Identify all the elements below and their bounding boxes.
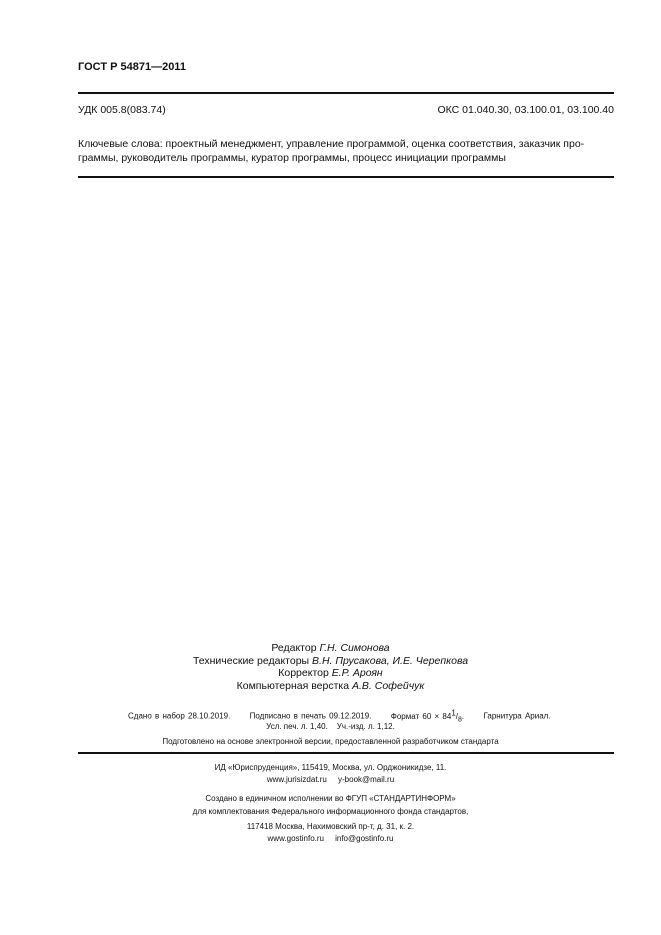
standard-number: ГОСТ Р 54871—2011 bbox=[78, 61, 186, 73]
credit-tech-editors bbox=[0, 655, 661, 667]
divider bbox=[78, 752, 614, 754]
credit-editor bbox=[0, 642, 661, 654]
sheets-line bbox=[0, 722, 661, 731]
credit-role: Технические редакторы bbox=[192, 655, 310, 667]
edition-sheets: Уч.-изд. л. 1,12. bbox=[336, 722, 395, 731]
oks-code: ОКС 01.040.30, 03.100.01, 03.100.40 bbox=[437, 104, 614, 116]
prepared-note: Подготовлено на основе электронной версии, предоставленной разработчиком стандарта bbox=[162, 737, 499, 746]
divider bbox=[78, 176, 614, 178]
credit-role: Редактор bbox=[271, 642, 317, 654]
creator-address: 117418 Москва, Нахимовский пр-т, д. 31, к. 2. bbox=[246, 822, 415, 831]
imprint-line bbox=[128, 708, 551, 723]
publisher-contacts bbox=[0, 775, 661, 784]
signed-date: Подписано в печать 09.12.2019. bbox=[249, 711, 372, 721]
creator-line-2: для комплектования Федерального информационного фонда стандартов, bbox=[192, 807, 469, 816]
creator-contacts bbox=[0, 834, 661, 843]
publisher-email-link[interactable]: y-book@mail.ru bbox=[338, 775, 395, 784]
keywords-line-2: граммы, руководитель программы, куратор программы, процесс инициации программы bbox=[78, 152, 506, 164]
creator-email-link[interactable]: info@gostinfo.ru bbox=[335, 834, 394, 843]
submitted-date: Сдано в набор 28.10.2019. bbox=[128, 711, 231, 721]
typeface: Гарнитура Ариал. bbox=[483, 711, 551, 721]
publisher-site-link[interactable]: www.jurisizdat.ru bbox=[266, 775, 327, 784]
divider bbox=[78, 92, 614, 94]
credit-role: Компьютерная верстка bbox=[236, 680, 350, 692]
publisher-address: ИД «Юриспруденция», 115419, Москва, ул. Орджоникидзе, 11. bbox=[214, 763, 447, 772]
keywords-line-1: Ключевые слова: проектный менеджмент, управление программой, оценка соответствия, заказчик про- bbox=[78, 138, 585, 150]
creator-line-1: Создано в единичном исполнении во ФГУП «СТАНДАРТИНФОРМ» bbox=[205, 794, 456, 803]
format: Формат $60 \times 84^1/_8$. bbox=[390, 708, 465, 724]
credit-names: А.В. Софейчук bbox=[351, 680, 425, 692]
creator-site-link[interactable]: www.gostinfo.ru bbox=[267, 834, 324, 843]
credit-names: В.Н. Прусакова, И.Е. Черепкова bbox=[312, 655, 469, 667]
udk-code: УДК 005.8(083.74) bbox=[78, 104, 166, 116]
credit-names: Е.Р. Ароян bbox=[331, 667, 383, 679]
credit-corrector bbox=[0, 667, 661, 679]
credit-layout bbox=[0, 680, 661, 692]
print-sheets: Усл. печ. л. 1,40. bbox=[266, 722, 328, 731]
credit-role: Корректор bbox=[278, 667, 329, 679]
credit-names: Г.Н. Симонова bbox=[319, 642, 390, 654]
